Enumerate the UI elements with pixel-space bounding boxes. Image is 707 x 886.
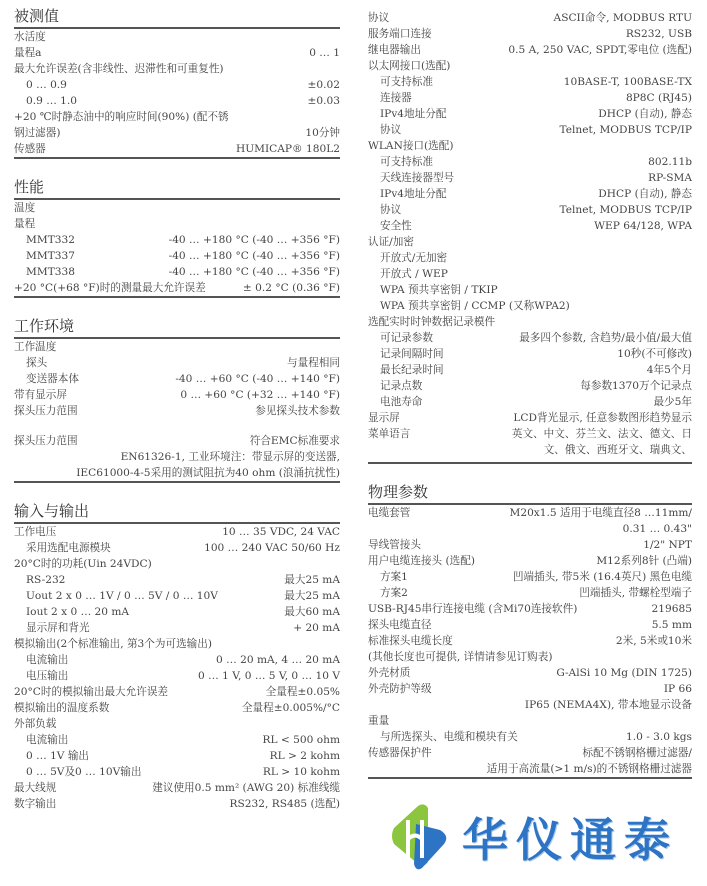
spec-value: -40 … +180 °C (-40 … +356 °F) <box>168 234 340 246</box>
spec-row <box>14 61 340 77</box>
spec-row <box>14 141 340 157</box>
spec-label: 导线管接头 <box>368 539 421 551</box>
spec-label: 外部负载 <box>14 718 57 730</box>
spec-value: DHCP (自动), 静态 <box>598 108 692 120</box>
spec-row <box>368 761 692 777</box>
section-performance <box>14 171 340 298</box>
spec-label: 认证/加密 <box>368 236 414 248</box>
spec-row <box>14 700 340 716</box>
spec-row <box>14 200 340 216</box>
spec-row <box>368 202 692 218</box>
spec-row <box>14 93 340 109</box>
spec-value: 219685 <box>651 603 692 615</box>
spec-label: 量程a <box>14 47 42 59</box>
spec-row <box>368 90 692 106</box>
spec-row <box>14 780 340 796</box>
right-column <box>368 10 692 779</box>
spec-value: 每参数1370万个记录点 <box>580 380 692 392</box>
spec-value: 最大25 mA <box>284 574 340 586</box>
spec-label: WPA 预共享密钥 / CCMP (又称WPA2) <box>380 300 570 312</box>
spec-label: USB-RJ45串行连接电缆 (含Mi70连接软件) <box>368 603 578 615</box>
spec-label: 菜单语言 <box>368 428 411 440</box>
section-title: 输入与输出 <box>14 495 340 524</box>
spec-value: -40 … +180 °C (-40 … +356 °F) <box>168 266 340 278</box>
spec-label: 外壳材质 <box>368 667 411 679</box>
spec-label: 开放式/无加密 <box>380 252 448 264</box>
spec-label: 安全性 <box>380 220 412 232</box>
section-io <box>14 495 340 812</box>
spec-value: -40 … +180 °C (-40 … +356 °F) <box>168 250 340 262</box>
spec-row <box>368 170 692 186</box>
spec-row <box>368 537 692 553</box>
spec-value: 0.31 … 0.43" <box>622 523 692 535</box>
spec-row <box>368 601 692 617</box>
spec-label: MMT337 <box>26 250 75 262</box>
spec-value: 凹端插头, 带螺栓型端子 <box>579 587 692 599</box>
spec-value: 10秒(不可修改) <box>617 348 692 360</box>
spec-row <box>368 585 692 601</box>
spec-value: 0 … 1 V, 0 … 5 V, 0 … 10 V <box>198 670 340 682</box>
spec-row <box>14 125 340 141</box>
spec-row <box>368 42 692 58</box>
spec-row <box>14 433 340 449</box>
spec-row <box>368 681 692 697</box>
spec-label: 0.9 … 1.0 <box>26 95 78 107</box>
spec-label: Uout 2 x 0 … 1V / 0 … 5V / 0 … 10V <box>26 590 218 602</box>
spec-label: 最大允许误差(含非线性、迟滞性和可重复性) <box>14 63 224 75</box>
spec-label: 继电器输出 <box>368 44 421 56</box>
spec-label: 探头压力范围 <box>14 435 78 447</box>
spec-label: 可支持标准 <box>380 156 433 168</box>
spec-label: 探头 <box>26 357 48 369</box>
spec-label: 服务端口连接 <box>368 28 432 40</box>
spec-value: 0.5 A, 250 VAC, SPDT,零电位 (选配) <box>508 44 692 56</box>
spec-label: 外壳防护等级 <box>368 683 432 695</box>
spec-label: 记录点数 <box>380 380 423 392</box>
spec-row <box>14 109 340 125</box>
spec-value: 10分钟 <box>305 127 340 139</box>
spec-value: IP 66 <box>663 683 692 695</box>
spec-value: 符合EMC标准要求 <box>249 435 340 447</box>
spec-value: ±0.02 <box>307 79 340 91</box>
spec-value: -40 … +60 °C (-40 … +140 °F) <box>175 373 340 385</box>
spec-label: 协议 <box>380 124 402 136</box>
spec-value: 与量程相同 <box>287 357 340 369</box>
spec-label: 开放式 / WEP <box>380 268 448 280</box>
spec-label: 标准探头电缆长度 <box>368 635 453 647</box>
spec-row <box>368 617 692 633</box>
spec-row <box>368 697 692 713</box>
spec-label: 与所选探头、电缆和模块有关 <box>380 731 518 743</box>
spec-row <box>368 521 692 537</box>
spec-value: 802.11b <box>648 156 692 168</box>
spec-label: 变送器本体 <box>26 373 79 385</box>
spec-row <box>368 218 692 234</box>
spec-label: 模拟输出(2个标准输出, 第3个为可选输出) <box>14 638 212 650</box>
spec-value: 凹端插头, 带5米 (16.4英尺) 黑色电缆 <box>512 571 692 583</box>
spec-label: 0 … 1V 输出 <box>26 750 90 762</box>
spec-value: 标配不锈钢格栅过滤器/ <box>582 747 692 759</box>
spec-label: WPA 预共享密钥 / TKIP <box>380 284 498 296</box>
spec-row <box>368 186 692 202</box>
spec-label: RS-232 <box>26 574 66 586</box>
spec-label: 探头压力范围 <box>14 405 78 417</box>
spec-row <box>368 138 692 154</box>
spec-row <box>368 553 692 569</box>
spec-value: 4年5个月 <box>646 364 692 376</box>
spec-row <box>14 232 340 248</box>
spacer <box>14 419 340 433</box>
spec-label: 电压输出 <box>26 670 69 682</box>
spec-label: 传感器 <box>14 143 46 155</box>
spec-row <box>368 442 692 458</box>
spec-row <box>368 106 692 122</box>
spec-value: RP-SMA <box>648 172 692 184</box>
spec-row <box>368 154 692 170</box>
spec-value: 0 … +60 °C (+32 … +140 °F) <box>180 389 340 401</box>
spec-row <box>14 796 340 812</box>
spec-label: 探头电缆直径 <box>368 619 432 631</box>
spec-value: 建议使用0.5 mm² (AWG 20) 标准线缆 <box>152 782 340 794</box>
section-environment <box>14 310 340 483</box>
spec-value: 英文、中文、芬兰文、法文、德文、日 <box>511 428 692 440</box>
spec-value: 最少5年 <box>653 396 692 408</box>
spec-row <box>368 282 692 298</box>
spec-value: ±0.03 <box>307 95 340 107</box>
spec-row <box>14 716 340 732</box>
spec-row <box>14 684 340 700</box>
spec-label: 工作温度 <box>14 341 57 353</box>
spec-row <box>368 74 692 90</box>
spec-row <box>368 250 692 266</box>
logo-mark-icon <box>388 800 454 874</box>
spec-label: MMT332 <box>26 234 75 246</box>
spec-row <box>14 403 340 419</box>
spec-row <box>368 362 692 378</box>
spec-row <box>368 569 692 585</box>
spec-value: 文、俄文、西班牙文、瑞典文、 <box>543 444 692 456</box>
spec-value: RS232, USB <box>625 28 692 40</box>
spec-label: 最长纪录时间 <box>380 364 444 376</box>
spec-row <box>14 216 340 232</box>
spec-label: 电流输出 <box>26 734 69 746</box>
spec-label: 最大线规 <box>14 782 57 794</box>
section-title: 工作环境 <box>14 310 340 339</box>
spec-value: 2米, 5米或10米 <box>615 635 692 647</box>
spec-value: M12系列8针 (凸端) <box>596 555 692 567</box>
spec-value: 8P8C (RJ45) <box>625 92 692 104</box>
spec-label: 连接器 <box>380 92 412 104</box>
spec-label: 模拟输出的温度系数 <box>14 702 110 714</box>
spec-label: 电池寿命 <box>380 396 423 408</box>
spec-row <box>14 248 340 264</box>
spec-value: 最大25 mA <box>284 590 340 602</box>
spec-row <box>14 620 340 636</box>
spec-label: 方案2 <box>380 587 408 599</box>
spec-value: 全量程±0.05% <box>265 686 340 698</box>
spec-label: 电缆套管 <box>368 507 411 519</box>
spec-row <box>14 652 340 668</box>
spec-row <box>14 264 340 280</box>
spec-label: +20 ℃时静态油中的响应时间(90%) (配不锈 <box>14 111 229 123</box>
spec-row <box>368 649 692 665</box>
spec-value: WEP 64/128, WPA <box>594 220 692 232</box>
spec-label: +20 °C(+68 °F)时的测量最大允许误差 <box>14 282 206 294</box>
spec-label: 可记录参数 <box>380 332 433 344</box>
spec-value: 0 … 1 <box>309 47 340 59</box>
spec-row <box>14 732 340 748</box>
section-title: 物理参数 <box>368 476 692 505</box>
spec-row <box>368 58 692 74</box>
spec-value: RS232, RS485 (选配) <box>229 798 340 810</box>
spec-value: IP65 (NEMA4X), 带本地显示设备 <box>524 699 692 711</box>
spec-row <box>368 122 692 138</box>
spec-value: Telnet, MODBUS TCP/IP <box>559 124 692 136</box>
spec-value: G-AlSi 10 Mg (DIN 1725) <box>556 667 692 679</box>
spec-row <box>14 764 340 780</box>
spec-row <box>368 10 692 26</box>
spec-value: M20x1.5 适用于电缆直径8 …11mm/ <box>509 507 692 519</box>
spec-label: 方案1 <box>380 571 408 583</box>
spec-value: RL < 500 ohm <box>262 734 340 746</box>
spec-row <box>14 355 340 371</box>
spec-row <box>368 266 692 282</box>
spec-value: + 20 mA <box>293 622 340 634</box>
spec-row <box>368 745 692 761</box>
company-logo <box>388 800 678 874</box>
spec-value: 适用于高流量(>1 m/s)的不锈钢格栅过滤器 <box>486 763 692 775</box>
spec-label: 可支持标准 <box>380 76 433 88</box>
spec-value: 全量程±0.005%/°C <box>241 702 340 714</box>
spec-value: RL > 2 kohm <box>269 750 340 762</box>
spec-row <box>368 26 692 42</box>
logo-text: 华仪通泰 <box>462 813 678 867</box>
section-title: 性能 <box>14 171 340 200</box>
section-title: 被测值 <box>14 0 340 29</box>
spec-label: 记录间隔时间 <box>380 348 444 360</box>
spec-row <box>368 298 692 314</box>
spec-row <box>14 387 340 403</box>
spec-row <box>368 394 692 410</box>
spec-label: 协议 <box>380 204 402 216</box>
spec-row <box>14 280 340 296</box>
left-column <box>14 0 340 812</box>
spec-value: 最大60 mA <box>284 606 340 618</box>
spec-value: 10BASE-T, 100BASE-TX <box>563 76 692 88</box>
spec-row <box>14 45 340 61</box>
spec-row <box>14 339 340 355</box>
spec-label: 数字输出 <box>14 798 57 810</box>
spec-row <box>14 371 340 387</box>
spec-label: MMT338 <box>26 266 75 278</box>
spec-label: 工作电压 <box>14 526 57 538</box>
spec-value: Telnet, MODBUS TCP/IP <box>559 204 692 216</box>
spec-label: 用户电缆连接头 (选配) <box>368 555 475 567</box>
spec-label: IPv4地址分配 <box>380 108 447 120</box>
spec-row <box>368 713 692 729</box>
spec-value: ± 0.2 °C (0.36 °F) <box>242 282 340 294</box>
spec-label: 电流输出 <box>26 654 69 666</box>
spec-value: DHCP (自动), 静态 <box>598 188 692 200</box>
spec-value: 5.5 mm <box>651 619 692 631</box>
spec-value: 10 … 35 VDC, 24 VAC <box>222 526 340 538</box>
spec-value: HUMICAP® 180L2 <box>235 143 340 155</box>
spec-value: 0 … 20 mA, 4 … 20 mA <box>216 654 340 666</box>
spec-row <box>14 748 340 764</box>
spec-label: 20°C时的功耗(Uin 24VDC) <box>14 558 152 570</box>
spec-row <box>368 729 692 745</box>
spec-row <box>368 314 692 330</box>
spec-row <box>14 572 340 588</box>
spec-row <box>14 604 340 620</box>
section-physical <box>368 476 692 779</box>
spec-label: 选配实时时钟数据记录模件 <box>368 316 496 328</box>
spec-label: (其他长度也可提供, 详情请参见订购表) <box>368 651 553 663</box>
spec-label: 显示屏 <box>368 412 400 424</box>
spec-row <box>14 77 340 93</box>
spec-row <box>368 665 692 681</box>
spec-label: 显示屏和背光 <box>26 622 90 634</box>
spec-value: IEC61000-4-5采用的测试阻抗为40 ohm (浪涌抗扰性) <box>76 467 340 479</box>
spec-value: RL > 10 kohm <box>262 766 340 778</box>
spec-row <box>14 668 340 684</box>
spec-value: LCD背光显示, 任意参数图形趋势显示 <box>513 412 692 424</box>
spec-row <box>368 633 692 649</box>
spec-row <box>368 378 692 394</box>
spec-row <box>14 556 340 572</box>
spec-label: 0 … 0.9 <box>26 79 67 91</box>
spec-value: ASCII命令, MODBUS RTU <box>553 12 692 24</box>
spec-label: 采用选配电源模块 <box>26 542 111 554</box>
spec-row <box>368 410 692 426</box>
spec-row <box>368 330 692 346</box>
spec-label: 水活度 <box>14 31 46 43</box>
spec-label: 钢过滤器) <box>14 127 61 139</box>
spec-row <box>14 524 340 540</box>
spec-label: 20°C时的模拟输出最大允许误差 <box>14 686 169 698</box>
spec-row <box>14 465 340 481</box>
spec-value: 最多四个参数, 含趋势/最小值/最大值 <box>519 332 692 344</box>
spec-label: 0 … 5V及0 … 10V输出 <box>26 766 142 778</box>
section-communication <box>368 10 692 464</box>
section-measured <box>14 0 340 159</box>
spec-label: IPv4地址分配 <box>380 188 447 200</box>
spec-label: 协议 <box>368 12 390 24</box>
spec-label: 天线连接器型号 <box>380 172 455 184</box>
spec-label: WLAN接口(选配) <box>368 140 454 152</box>
spec-row <box>368 346 692 362</box>
spec-row <box>14 636 340 652</box>
spec-label: Iout 2 x 0 … 20 mA <box>26 606 130 618</box>
spec-label: 温度 <box>14 202 36 214</box>
spec-value: 1/2" NPT <box>643 539 692 551</box>
spec-value: EN61326-1, 工业环境注：带显示屏的变送器, <box>120 451 340 463</box>
spec-row <box>368 505 692 521</box>
spec-value: 1.0 - 3.0 kgs <box>625 731 692 743</box>
spec-row <box>14 29 340 45</box>
spec-row <box>368 426 692 442</box>
spec-label: 带有显示屏 <box>14 389 67 401</box>
spec-label: 传感器保护件 <box>368 747 432 759</box>
spec-row <box>14 540 340 556</box>
spec-label: 量程 <box>14 218 36 230</box>
spec-row <box>14 588 340 604</box>
spec-label: 重量 <box>368 715 390 727</box>
spec-value: 100 … 240 VAC 50/60 Hz <box>204 542 340 554</box>
spec-row <box>14 449 340 465</box>
spec-label: 以太网接口(选配) <box>368 60 451 72</box>
spec-row <box>368 234 692 250</box>
spec-value: 参见探头技术参数 <box>255 405 340 417</box>
